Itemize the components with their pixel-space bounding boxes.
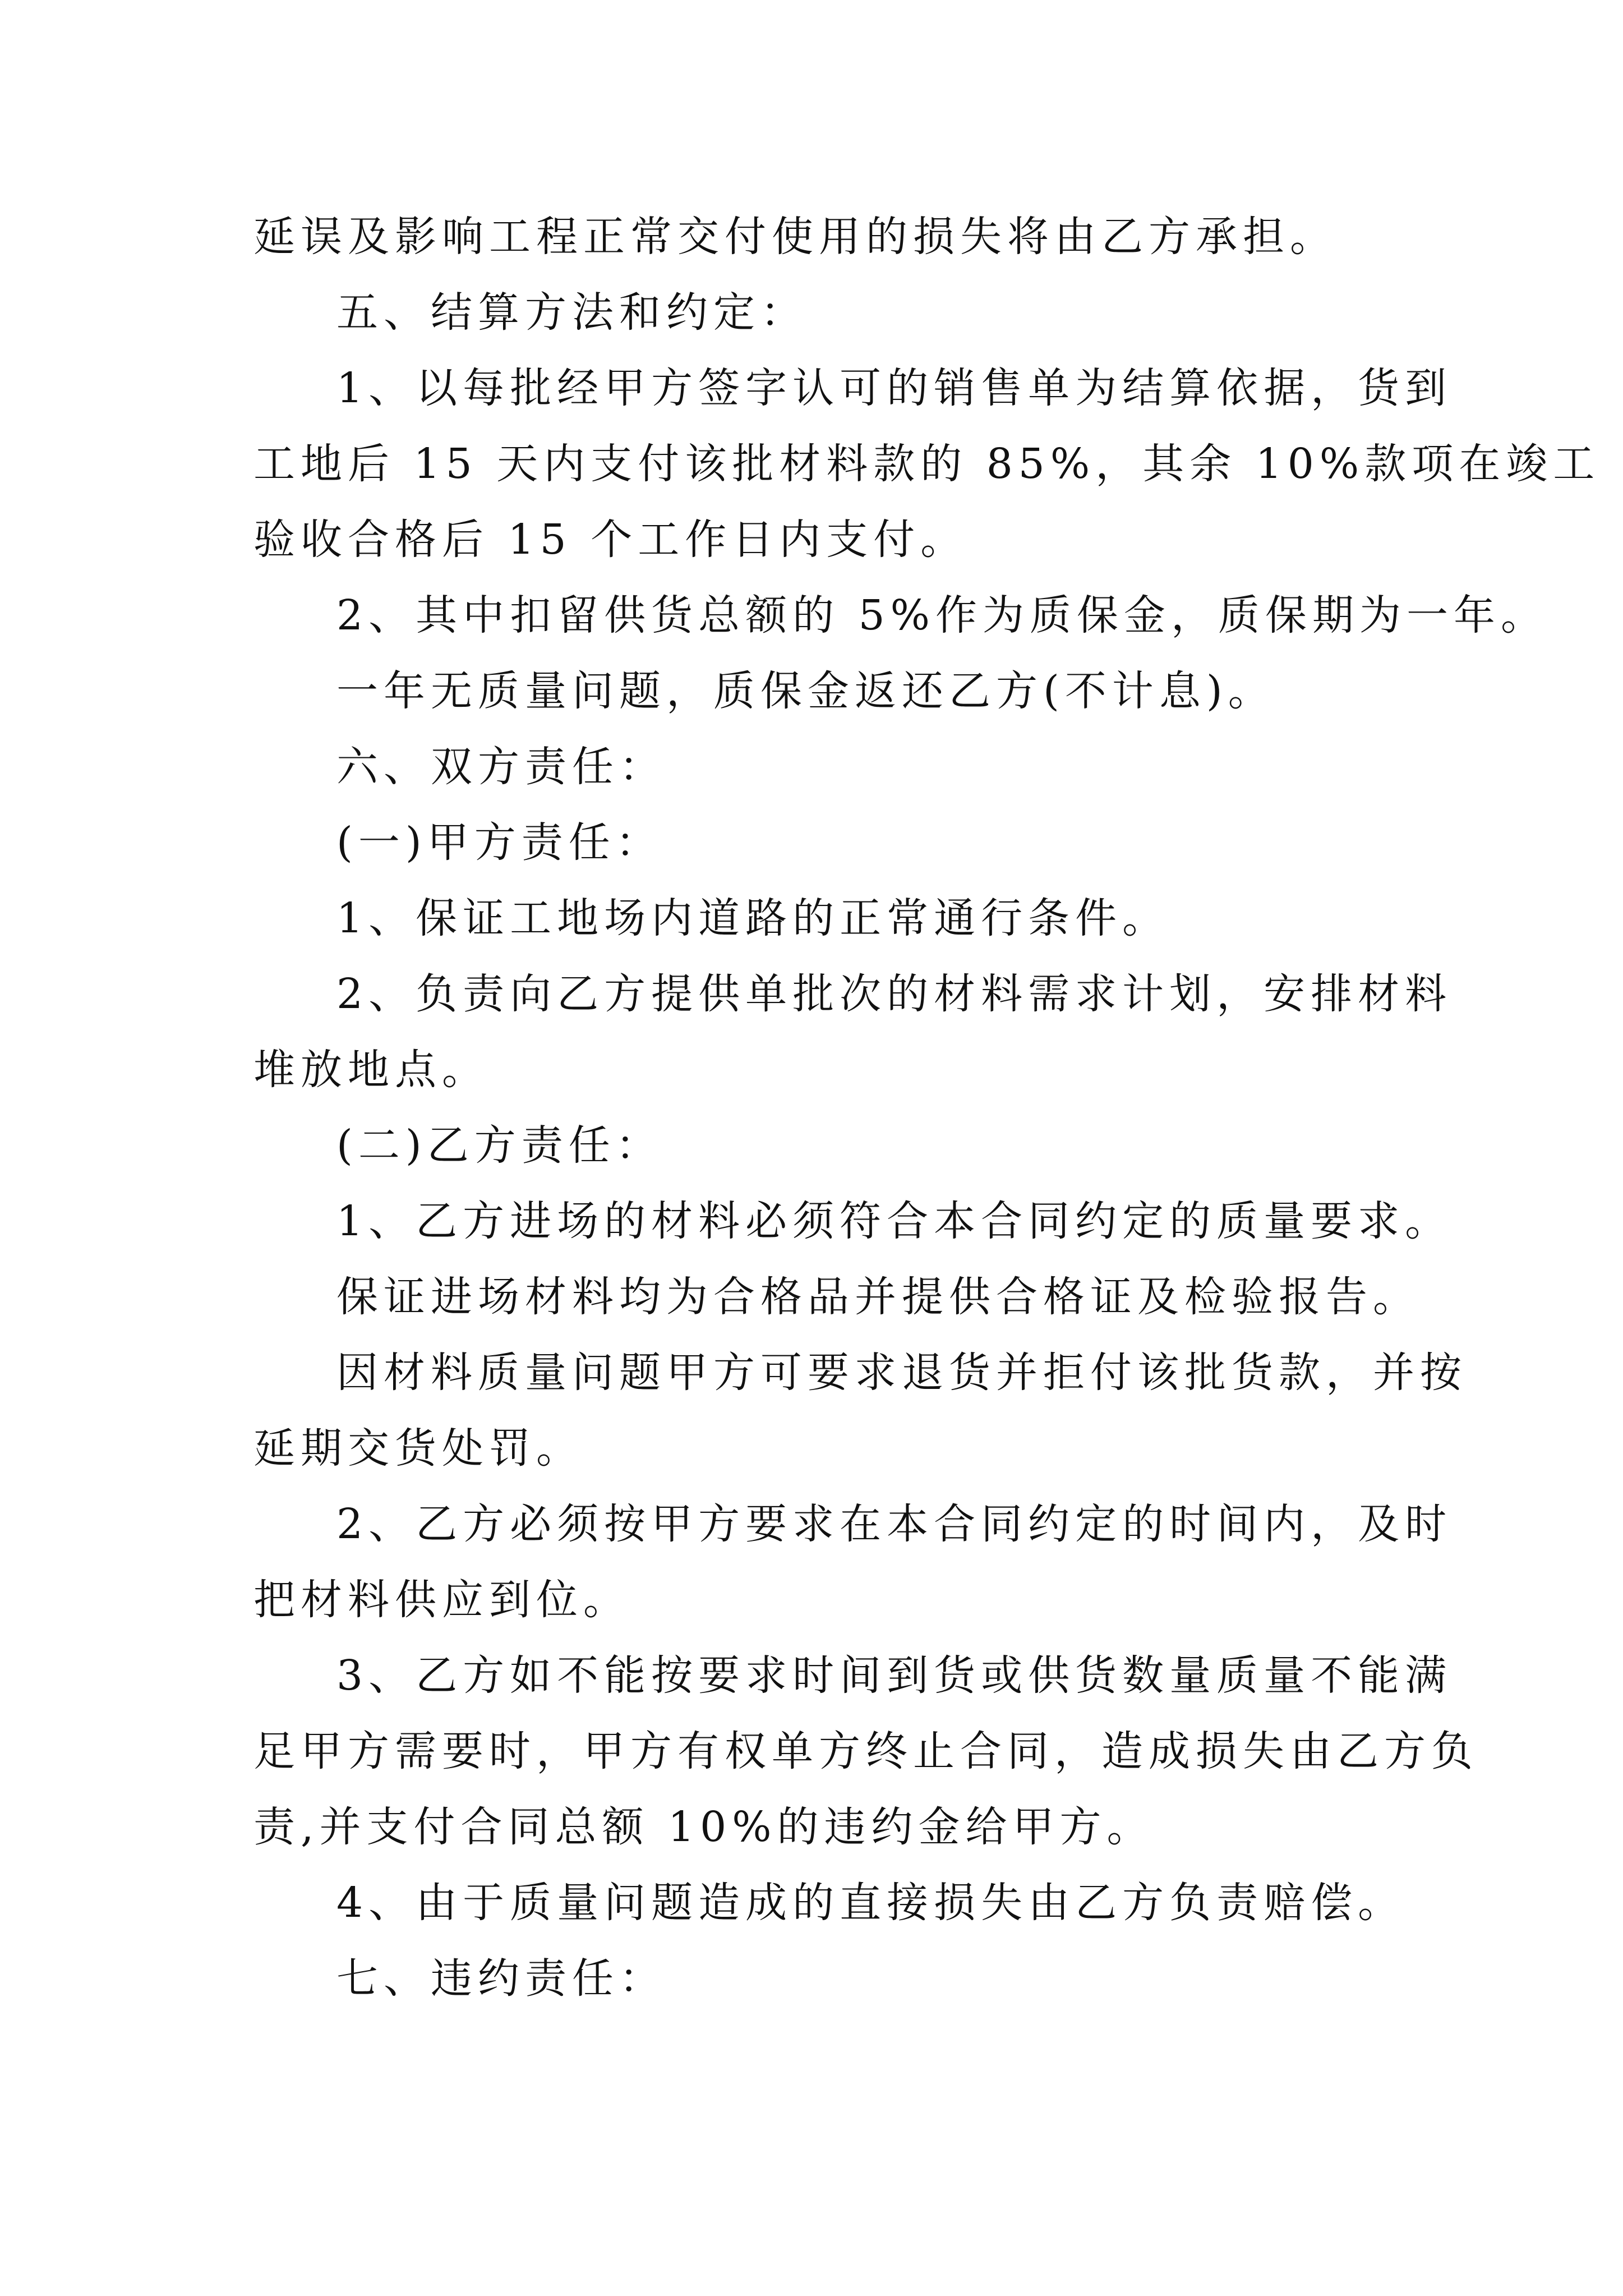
text-line: 1、保证工地场内道路的正常通行条件。 — [336, 894, 1170, 942]
subsection-heading: (一)甲方责任： — [336, 818, 663, 867]
text-line: 延误及影响工程正常交付使用的损失将由乙方承担。 — [253, 213, 1337, 261]
text-line: 2、负责向乙方提供单批次的材料需求计划，安排材料 — [336, 970, 1453, 1018]
text-line: 责,并支付合同总额 10%的违约金给甲方。 — [253, 1803, 1154, 1851]
text-line: 2、乙方必须按甲方要求在本合同约定的时间内，及时 — [336, 1500, 1453, 1548]
text-line: 一年无质量问题，质保金返还乙方(不计息)。 — [336, 667, 1275, 715]
text-line: 因材料质量问题甲方可要求退货并拒付该批货款，并按 — [336, 1349, 1467, 1397]
text-line: 1、以每批经甲方签字认可的销售单为结算依据，货到 — [336, 364, 1453, 412]
text-line: 3、乙方如不能按要求时间到货或供货数量质量不能满 — [336, 1651, 1453, 1700]
text-line: 工地后 15 天内支付该批材料款的 85%，其余 10%款项在竣工 — [253, 440, 1601, 488]
subsection-heading: (二)乙方责任： — [336, 1121, 663, 1170]
section-heading: 六、双方责任： — [336, 743, 666, 791]
section-heading: 五、结算方法和约定： — [336, 288, 808, 337]
text-line: 延期交货处罚。 — [253, 1424, 583, 1473]
text-line: 保证进场材料均为合格品并提供合格证及检验报告。 — [336, 1273, 1420, 1321]
text-line: 4、由于质量问题造成的直接损失由乙方负责赔偿。 — [336, 1879, 1405, 1927]
text-line: 2、其中扣留供货总额的 5%作为质保金，质保期为一年。 — [336, 591, 1548, 639]
text-line: 堆放地点。 — [253, 1046, 489, 1094]
text-line: 验收合格后 15 个工作日内支付。 — [253, 516, 968, 564]
text-line: 1、乙方进场的材料必须符合本合同约定的质量要求。 — [336, 1197, 1453, 1245]
text-line: 足甲方需要时，甲方有权单方终止合同，造成损失由乙方负 — [253, 1727, 1478, 1775]
section-heading: 七、违约责任： — [336, 1954, 666, 2003]
text-line: 把材料供应到位。 — [253, 1576, 630, 1624]
